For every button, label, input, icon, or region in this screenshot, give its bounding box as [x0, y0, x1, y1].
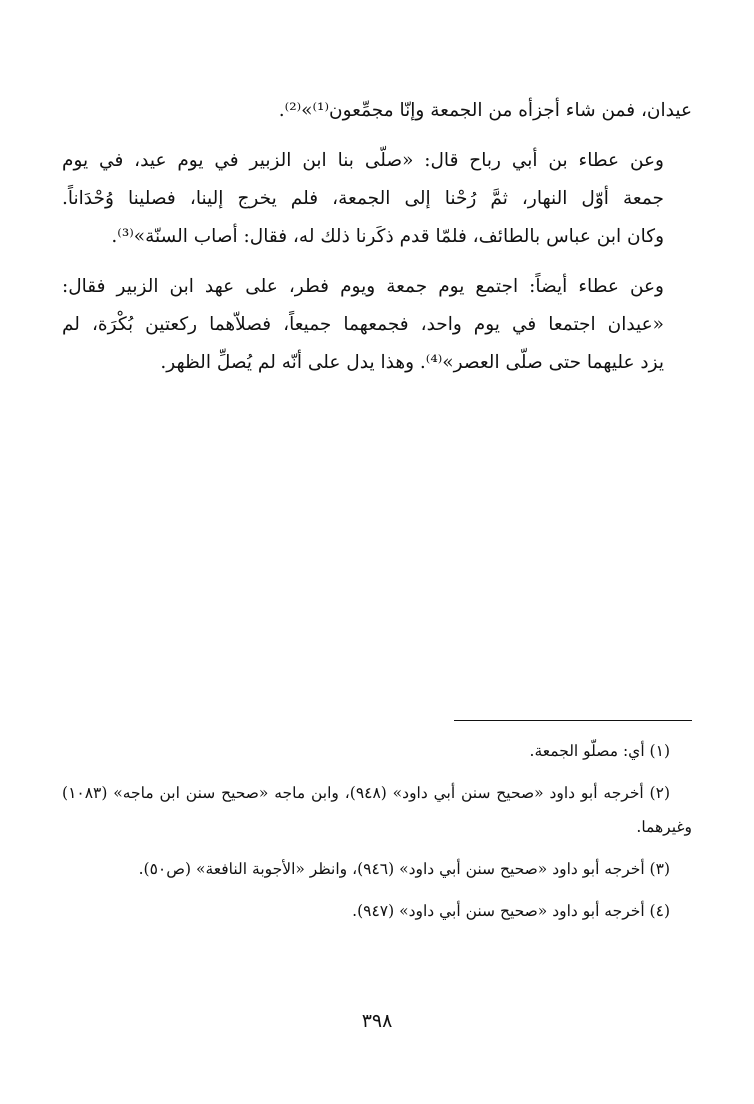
footnotes: [62, 734, 692, 936]
footnote-2: (٢) أخرجه أبو داود «صحيح سنن أبي داود» (٩٤٨)، وابن ماجه «صحيح سنن ابن ماجه» (١٠٨٣) وغيرهما.: [62, 784, 692, 836]
footnote-3: (٣) أخرجه أبو داود «صحيح سنن أبي داود» (٩٤٦)، وانظر «الأجوبة النافعة» (ص٥٠).: [138, 860, 670, 878]
paragraph-2: [62, 142, 692, 256]
main-text: [62, 92, 692, 394]
paragraph-3-line-1: وعن عطاء أيضاً: اجتمع يوم جمعة ويوم فطر، على عهد ابن الزبير فقال:: [62, 276, 664, 297]
footnote-4: (٤) أخرجه أبو داود «صحيح سنن أبي داود» (٩٤٧).: [352, 902, 670, 920]
page-number: ٣٩٨: [361, 1010, 393, 1032]
footnote-1: (١) أي: مصلّو الجمعة.: [529, 742, 670, 760]
paragraph-2-line-1: وعن عطاء بن أبي رباح قال: «صلّى بنا ابن الزبير في يوم عيد، في يوم: [62, 150, 664, 171]
paragraph-2-line-2: جمعة أوّل النهار، ثمَّ رُحْنا إلى الجمعة، فلم يخرج إلينا، فصلينا وُحْدَاناً.: [62, 188, 664, 209]
footnote-separator: [454, 720, 692, 721]
paragraph-3-line-3: يزد عليهما حتى صلّى العصر»⁽⁴⁾. وهذا يدل على أنّه لم يُصلِّ الظهر.: [160, 352, 664, 373]
paragraph-3-line-2: «عيدان اجتمعا في يوم واحد، فجمعهما جميعاً، فصلاّهما ركعتين بُكْرَة، لم: [62, 314, 664, 335]
paragraph-2-line-3: وكان ابن عباس بالطائف، فلمّا قدم ذكَرنا ذلك له، فقال: أصاب السنّة»⁽³⁾.: [111, 226, 664, 247]
paragraph-3: [62, 268, 692, 382]
paragraph-1: [62, 92, 692, 130]
paragraph-1-line: عيدان، فمن شاء أجزأه من الجمعة وإنّا مجمِّعون⁽¹⁾»⁽²⁾.: [278, 100, 692, 121]
